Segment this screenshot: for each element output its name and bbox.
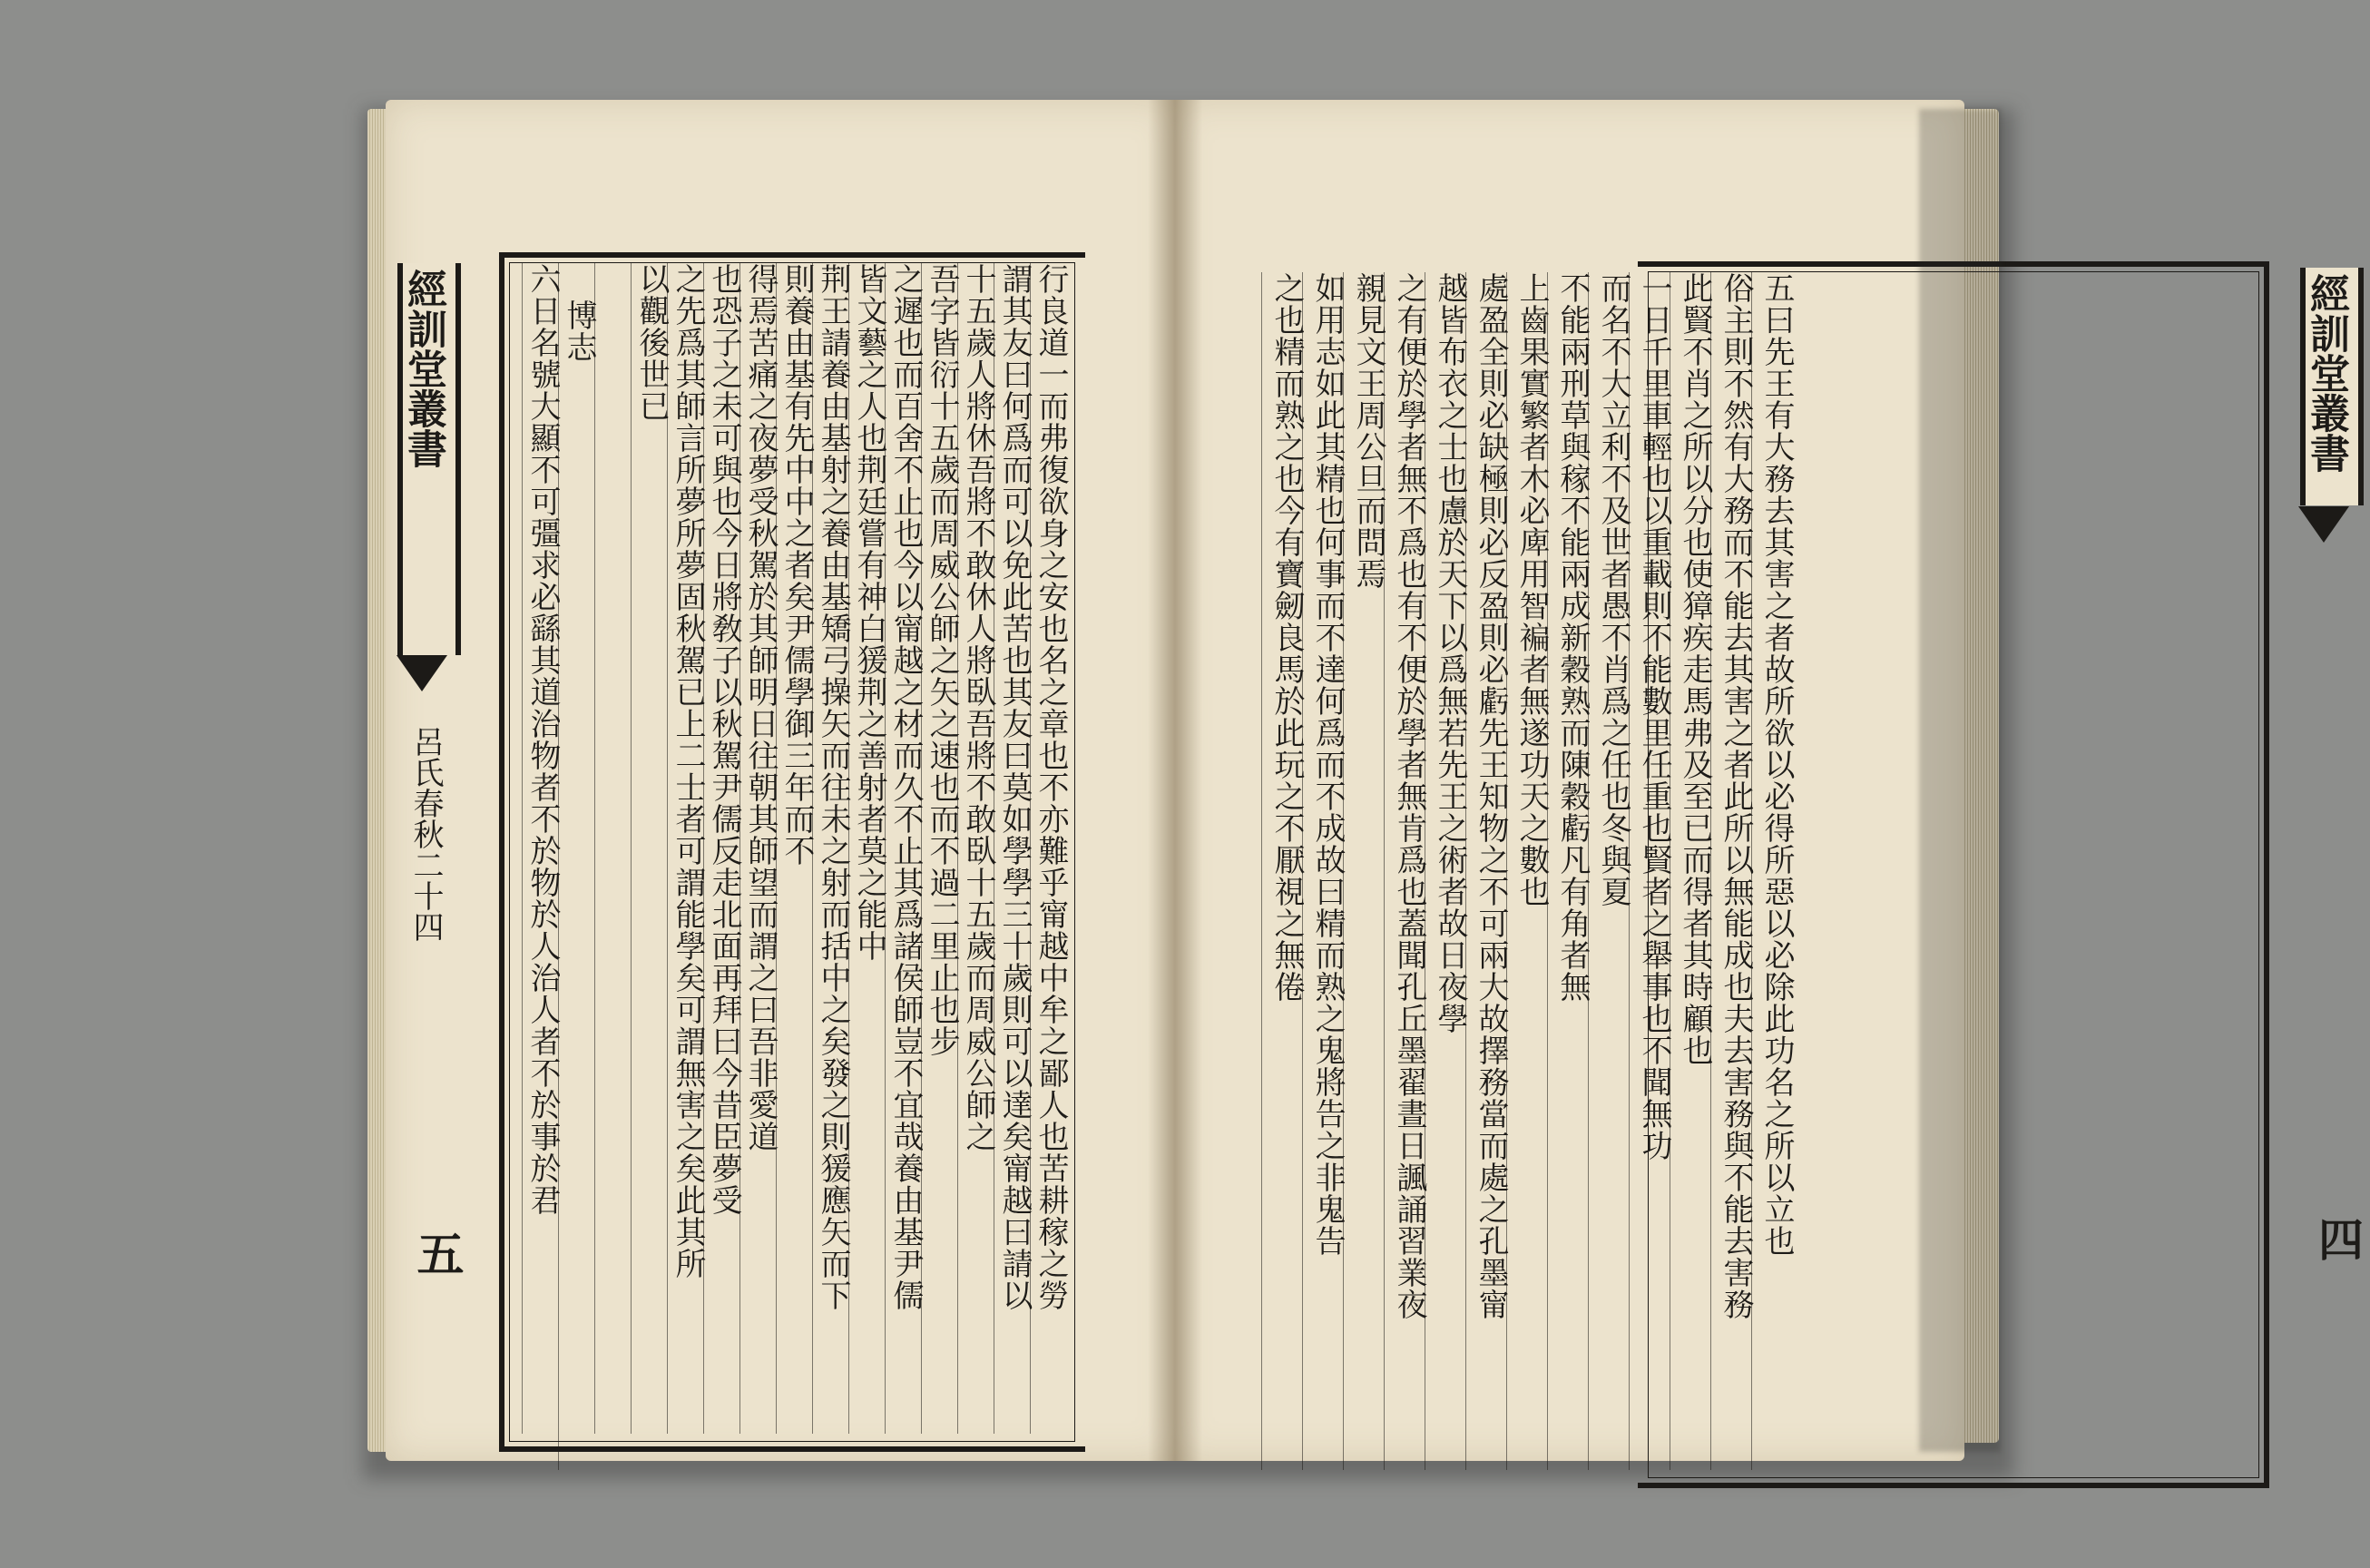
text-column: 俗主則不然有大務而不能去其害之者此所以無能成也夫去害務與不能去害務 bbox=[1710, 272, 1751, 1470]
text-column: 處盈全則必缺極則必反盈則必虧先王知物之不可兩大故擇務當而處之孔墨甯 bbox=[1465, 272, 1506, 1470]
text-column: 之遲也而百舍不止也今以甯越之材而久不止其爲諸侯師豈不宜哉養由基尹儒 bbox=[885, 263, 921, 1434]
text-column: 得焉苦痛之夜夢受秋駕於其師明日往朝其師望而謂之曰吾非愛道 bbox=[739, 263, 776, 1434]
text-column: 行良道一而弗復欲身之安也名之章也不亦難乎甯越中牟之鄙人也苦耕稼之勞 bbox=[1030, 263, 1066, 1434]
text-column: 十五歲人將休吾將不敢休人將臥吾將不敢臥十五歲而周威公師之 bbox=[957, 263, 994, 1434]
text-column: 親見文王周公旦而問焉 bbox=[1343, 272, 1384, 1470]
text-column: 上齒果實繁者木必庳用智褊者無遂功天之數也 bbox=[1506, 272, 1547, 1470]
text-column: 五曰先王有大務去其害之者故所欲以必得所惡以必除此功名之所以立也 bbox=[1751, 272, 1792, 1470]
text-column: 不能兩刑草與稼不能兩成新穀熟而陳穀虧凡有角者無 bbox=[1547, 272, 1588, 1470]
right-page-number: 四 bbox=[2311, 1216, 2365, 1261]
text-column: 六日名號大顯不可彊求必繇其道治物者不於物於人治人者不於事於君 bbox=[522, 263, 558, 1434]
left-source-title: 呂氏春秋二十四 bbox=[407, 726, 444, 942]
text-column: 也恐子之未可與也今日將敎子以秋駕尹儒反走北面再拜曰今昔臣夢受 bbox=[703, 263, 739, 1434]
left-text-block bbox=[522, 263, 1069, 1434]
left-page-number: 五 bbox=[408, 1230, 464, 1277]
text-column: 謂其友曰何爲而可以免此苦也其友曰莫如學學三十歲則可以達矣甯越曰請以 bbox=[994, 263, 1030, 1434]
text-column: 此賢不肖之所以分也使獐疾走馬弗及至已而得者其時顧也 bbox=[1670, 272, 1710, 1470]
left-page bbox=[386, 100, 1175, 1461]
left-running-title: 經訓堂叢書 bbox=[397, 263, 461, 655]
text-column: 皆文藝之人也荆廷嘗有神白猨荆之善射者莫之能中 bbox=[848, 263, 885, 1434]
text-column: 以觀後世已 bbox=[631, 263, 667, 1434]
right-text-block bbox=[1184, 272, 1795, 1470]
right-page bbox=[1175, 100, 2365, 1461]
book-gutter bbox=[1148, 100, 1202, 1461]
text-column: 之有便於學者無不爲也有不便於學者無肯爲也蓋聞孔丘墨翟晝日諷誦習業夜 bbox=[1384, 272, 1425, 1470]
text-column: 吾字皆衍十五歲而周威公師之矢之速也而不過二里止也步 bbox=[921, 263, 957, 1434]
left-fore-edge bbox=[367, 109, 387, 1452]
text-column: 一日千里車輕也以重載則不能數里任重也賢者之舉事也不聞無功 bbox=[1629, 272, 1670, 1470]
text-column: 荆王請養由基射之養由基矯弓操矢而往未之射而括中之矣發之則猨應矢而下 bbox=[812, 263, 848, 1434]
page-edge-wear bbox=[1919, 109, 2001, 1452]
fish-tail-ornament-icon bbox=[2298, 506, 2349, 543]
text-column bbox=[594, 263, 631, 1434]
text-column: 則養由基有先中中之者矣尹儒學御三年而不 bbox=[776, 263, 812, 1434]
text-column: 越皆布衣之士也慮於天下以爲無若先王之術者故日夜學 bbox=[1425, 272, 1465, 1470]
open-book bbox=[386, 91, 2365, 1488]
text-column: 之先爲其師言所夢所夢固秋駕已上二士者可謂能學矣可謂無害之矣此其所 bbox=[667, 263, 703, 1434]
text-column: 而名不大立利不及世者愚不肖爲之任也冬與夏 bbox=[1588, 272, 1629, 1470]
text-column: 之也精而熟之也今有寶劒良馬於此玩之不厭視之無倦 bbox=[1261, 272, 1302, 1470]
right-running-title: 經訓堂叢書 bbox=[2300, 268, 2364, 505]
text-column: 如用志如此其精也何事而不達何爲而不成故曰精而熟之鬼將告之非鬼告 bbox=[1302, 272, 1343, 1470]
section-heading: 博志 bbox=[558, 263, 594, 1470]
fish-tail-ornament-icon bbox=[397, 655, 447, 691]
